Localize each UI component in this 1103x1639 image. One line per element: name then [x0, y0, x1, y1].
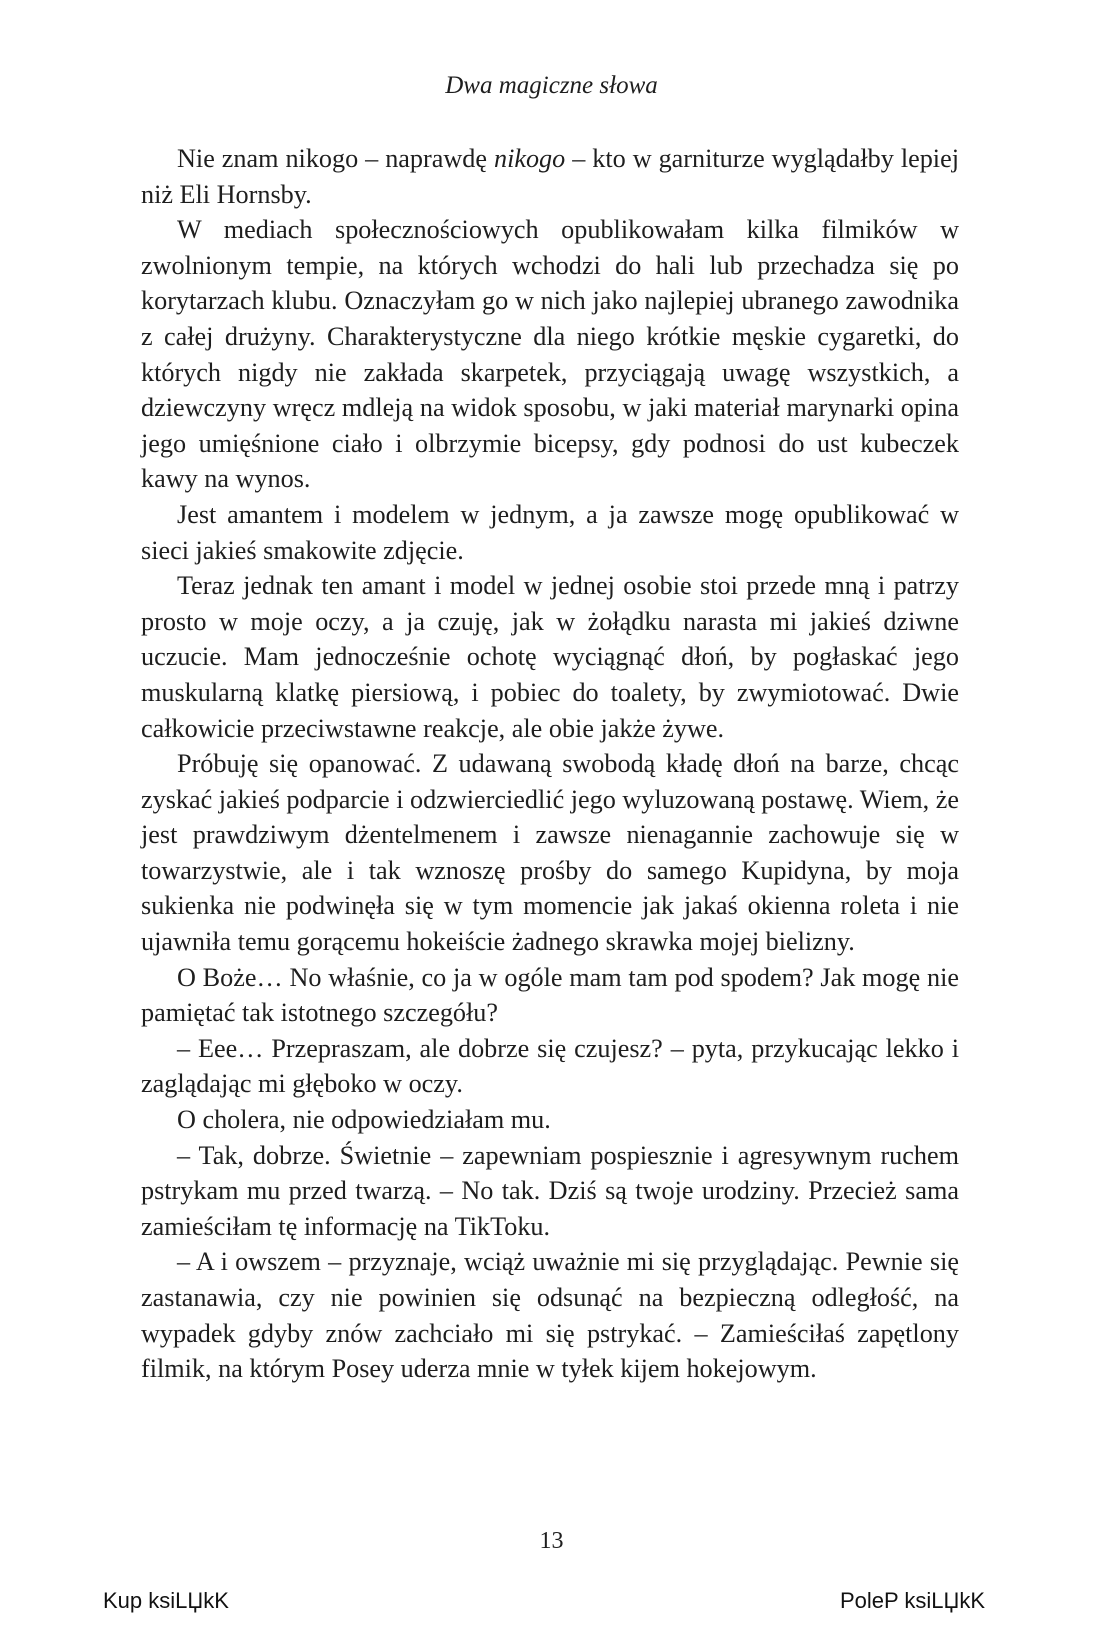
recommend-book-link[interactable]: PoleP ksiLЏkK — [839, 1588, 985, 1613]
dialogue-paragraph: – Tak, dobrze. Świetnie – zapewniam pospiesznie i agresywnym ruchem pstrykam mu przed twarzą. – No tak. Dziś są twoje urodziny. Przecież sama zamieściłam tę informację na TikToku. — [141, 1140, 959, 1241]
paragraph: Próbuję się opanować. Z udawaną swobodą kładę dłoń na barze, chcąc zyskać jakieś podparcie i odzwierciedlić jego wyluzowaną postawę. Wiem, że jest prawdziwym dżentelmenem i zawsze nienagannie zachowuje się w towarzystwie, ale i tak wznoszę prośby do samego Kupidyna, by moja sukienka nie podwinęła się w tym momencie jak jakaś okienna roleta i nie ujawniła temu gorącemu hokeiście żadnego skrawka mojej bielizny. — [141, 749, 959, 957]
paragraph: O cholera, nie odpowiedziałam mu. — [177, 1105, 551, 1135]
paragraph: Teraz jednak ten amant i model w jednej osobie stoi przede mną i patrzy prosto w moje oczy, a ja czuję, jak w żołądku narasta mi jakieś dziwne uczucie. Mam jednocześnie ochotę wyciągnąć dłoń, by pogłaskać jego muskularną klatkę piersiową, i pobiec do toalety, by zwymiotować. Dwie całkowicie przeciwstawne reakcje, ale obie jakże żywe. — [141, 571, 959, 743]
paragraph: W mediach społecznościowych opublikowałam kilka filmików w zwolnionym tempie, na których wchodzi do hali lub przechadza się po korytarzach klubu. Oznaczyłam go w nich jako najlepiej ubranego zawodnika z całej drużyny. Charakterystyczne dla niego krótkie męskie cygaretki, do których nigdy nie zakłada skarpetek, przyciągają uwagę wszystkich, a dziewczyny wręcz mdleją na widok sposobu, w jaki materiał marynarki opina jego umięśnione ciało i olbrzymie bicepsy, gdy podnosi do ust kubeczek kawy na wynos. — [141, 215, 959, 494]
paragraph: O Boże… No właśnie, co ja w ogóle mam tam pod spodem? Jak mogę nie pamiętać tak istotnego szczegółu? — [141, 962, 959, 1028]
body-text — [141, 141, 959, 1387]
running-title: Dwa magiczne słowa — [445, 72, 658, 99]
paragraph-text: Nie znam nikogo – naprawdę — [177, 144, 494, 173]
buy-book-link[interactable]: Kup ksiLЏkK — [103, 1588, 229, 1613]
paragraph: Jest amantem i modelem w jednym, a ja zawsze mogę opublikować w sieci jakieś smakowite zdjęcie. — [141, 499, 959, 565]
paragraph — [141, 141, 959, 212]
dialogue-paragraph: – A i owszem – przyznaje, wciąż uważnie mi się przyglądając. Pewnie się zastanawia, czy nie powinien się odsunąć na bezpieczną odległość, na wypadek gdyby znów zachciało mi się pstrykać. – Zamieściłaś zapętlony filmik, na którym Posey uderza mnie w tyłek kijem hokejowym. — [141, 1247, 959, 1384]
dialogue-paragraph: – Eee… Przepraszam, ale dobrze się czujesz? – pyta, przykucając lekko i zaglądając mi głęboko w oczy. — [141, 1033, 959, 1099]
paragraph-text: – kto w garniturze wyglądałby lepiej niż Eli Hornsby. — [141, 144, 959, 209]
emphasized-word: nikogo — [493, 144, 566, 173]
page-number: 13 — [539, 1528, 564, 1554]
